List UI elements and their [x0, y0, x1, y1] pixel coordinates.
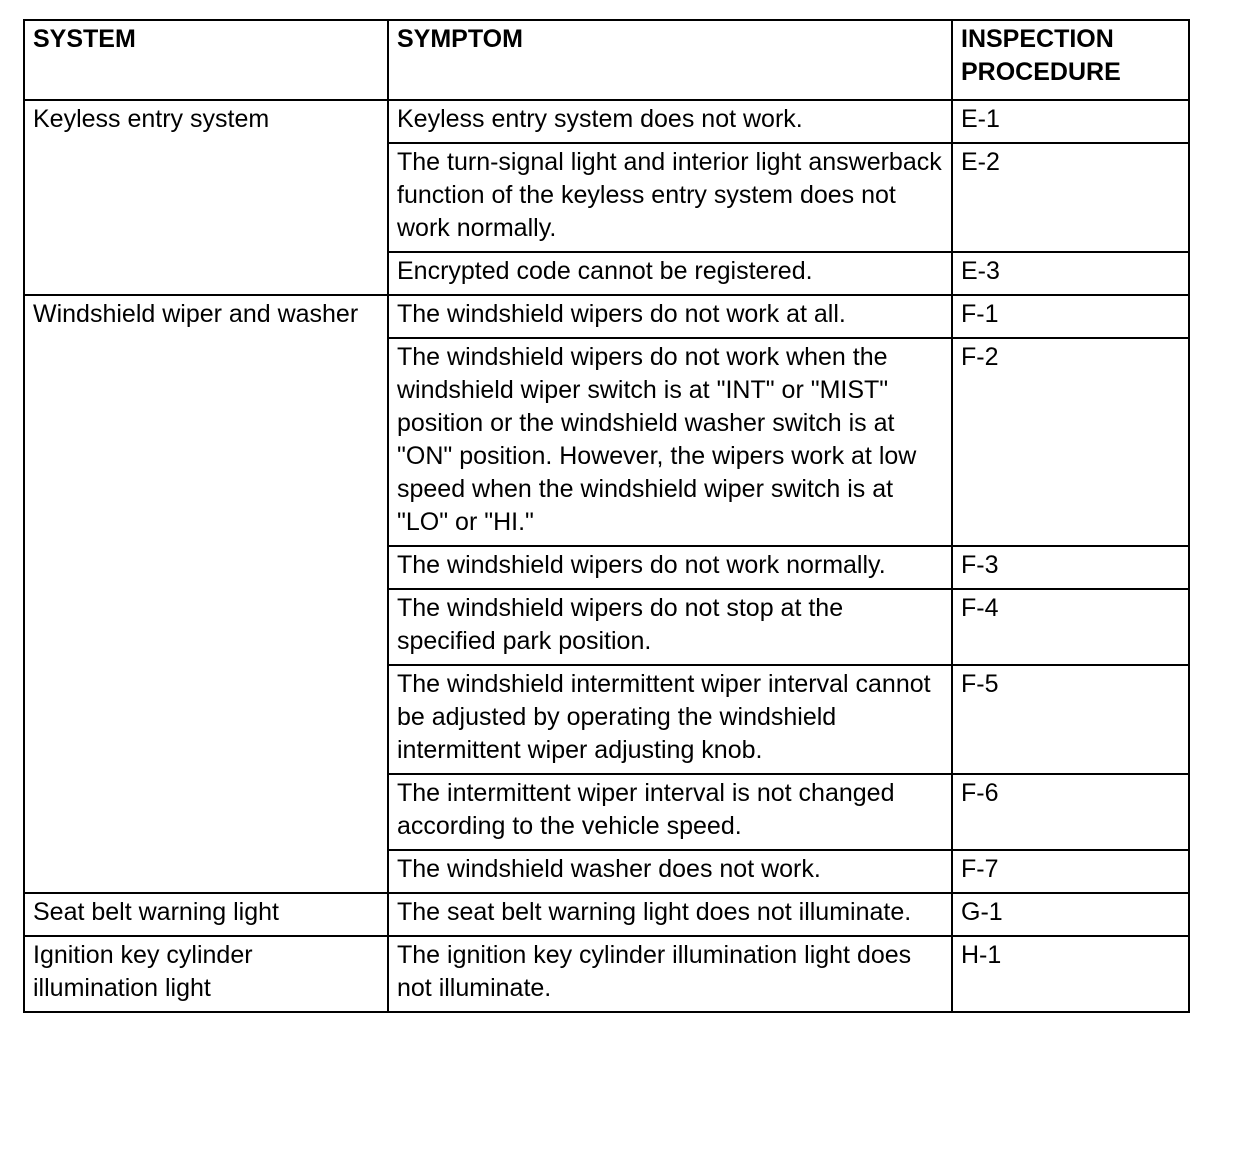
procedure-code-cell: E-2	[952, 143, 1189, 252]
symptom-cell: The windshield wipers do not work when the windshield wiper switch is at "INT" or "MIST" position or the windshield washer switch is at "ON" position. However, the wipers work at low speed when the windshield wiper switch is at "LO" or "HI."	[388, 338, 952, 546]
procedure-code-cell: F-6	[952, 774, 1189, 850]
procedure-code-cell: H-1	[952, 936, 1189, 1012]
table-row	[24, 100, 1189, 143]
procedure-code-cell: F-4	[952, 589, 1189, 665]
header-inspection-procedure: INSPECTION PROCEDURE	[952, 20, 1189, 100]
table-row	[24, 893, 1189, 936]
symptom-cell: The turn-signal light and interior light answerback function of the keyless entry system does not work normally.	[388, 143, 952, 252]
system-cell: Keyless entry system	[24, 100, 388, 295]
symptom-cell: The windshield wipers do not work at all.	[388, 295, 952, 338]
table-row	[24, 936, 1189, 1012]
header-row	[24, 20, 1189, 100]
symptom-cell: Keyless entry system does not work.	[388, 100, 952, 143]
inspection-table	[23, 19, 1190, 1013]
procedure-code-cell: F-7	[952, 850, 1189, 893]
table-row	[24, 295, 1189, 338]
symptom-cell: The ignition key cylinder illumination light does not illuminate.	[388, 936, 952, 1012]
procedure-code-cell: F-1	[952, 295, 1189, 338]
header-symptom: SYMPTOM	[388, 20, 952, 100]
system-cell: Ignition key cylinder illumination light	[24, 936, 388, 1012]
symptom-cell: The windshield washer does not work.	[388, 850, 952, 893]
symptom-cell: The windshield wipers do not stop at the specified park position.	[388, 589, 952, 665]
procedure-code-cell: E-1	[952, 100, 1189, 143]
header-system: SYSTEM	[24, 20, 388, 100]
symptom-cell: Encrypted code cannot be registered.	[388, 252, 952, 295]
procedure-code-cell: G-1	[952, 893, 1189, 936]
procedure-code-cell: F-5	[952, 665, 1189, 774]
system-cell: Seat belt warning light	[24, 893, 388, 936]
system-cell: Windshield wiper and washer	[24, 295, 388, 893]
procedure-code-cell: F-2	[952, 338, 1189, 546]
procedure-code-cell: E-3	[952, 252, 1189, 295]
symptom-cell: The seat belt warning light does not illuminate.	[388, 893, 952, 936]
symptom-cell: The windshield intermittent wiper interval cannot be adjusted by operating the windshield intermittent wiper adjusting knob.	[388, 665, 952, 774]
symptom-cell: The intermittent wiper interval is not changed according to the vehicle speed.	[388, 774, 952, 850]
symptom-cell: The windshield wipers do not work normally.	[388, 546, 952, 589]
procedure-code-cell: F-3	[952, 546, 1189, 589]
